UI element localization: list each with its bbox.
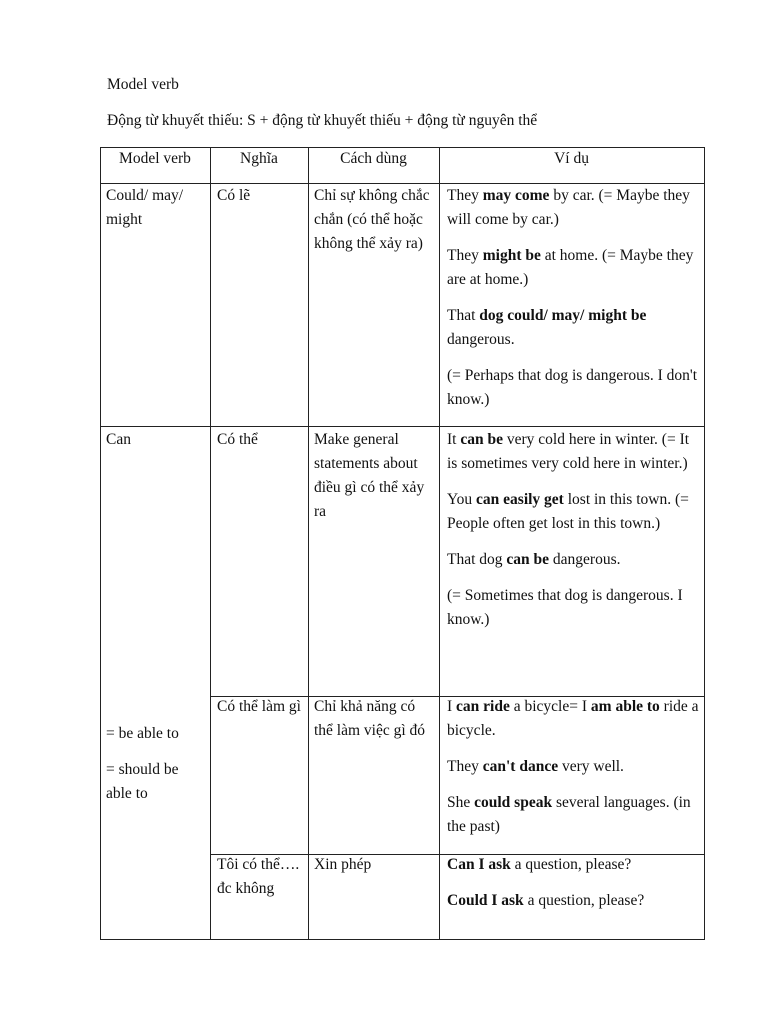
row1-usage bbox=[314, 184, 436, 256]
table-border-right bbox=[704, 147, 705, 940]
header-label: Model verb bbox=[119, 150, 191, 167]
table-border-col2 bbox=[308, 147, 309, 940]
row2-verb bbox=[106, 428, 204, 452]
sub3-meaning-text: Tôi có thể…. đc không bbox=[217, 856, 300, 897]
sub3-examples bbox=[447, 853, 701, 913]
sub2-meaning bbox=[217, 695, 303, 719]
sub3-meaning bbox=[217, 853, 303, 901]
header-vi-du bbox=[439, 147, 704, 171]
example-line: She could speak several languages. (in the past) bbox=[447, 794, 691, 835]
sub1-usage bbox=[314, 428, 436, 524]
sub3-usage-text: Xin phép bbox=[314, 856, 372, 873]
table-border-row1 bbox=[100, 426, 705, 427]
header-cach-dung bbox=[308, 147, 439, 171]
header-nghia bbox=[210, 147, 308, 171]
example-line: (= Perhaps that dog is dangerous. I don't know.) bbox=[447, 367, 698, 408]
row1-usage-text: Chỉ sự không chắc chắn (có thể hoặc không thể xảy ra) bbox=[314, 187, 430, 252]
verb-note: = should be able to bbox=[106, 761, 179, 802]
modal-verb-table bbox=[100, 147, 705, 940]
example-line: That dog could/ may/ might be dangerous. bbox=[447, 307, 647, 348]
row2-verb-text: Can bbox=[106, 431, 131, 448]
sub1-meaning bbox=[217, 428, 303, 452]
sub1-examples bbox=[447, 428, 701, 632]
sub3-usage bbox=[314, 853, 436, 877]
row1-examples bbox=[447, 184, 701, 412]
example-line: I can ride a bicycle= I am able to ride a bicycle. bbox=[447, 698, 699, 739]
table-border-bottom bbox=[100, 939, 705, 940]
row2-verb-notes bbox=[106, 722, 204, 806]
table-border-col3 bbox=[439, 147, 440, 940]
sub2-usage-text: Chỉ khả năng có thể làm việc gì đó bbox=[314, 698, 426, 739]
row1-verb bbox=[106, 184, 204, 232]
header-label: Cách dùng bbox=[340, 150, 407, 167]
sub2-usage bbox=[314, 695, 436, 743]
example-line: (= Sometimes that dog is dangerous. I know.) bbox=[447, 587, 683, 628]
header-label: Ví dụ bbox=[554, 150, 589, 167]
document-subtitle: Động từ khuyết thiếu: S + động từ khuyết thiếu + động từ nguyên thể bbox=[107, 112, 538, 129]
example-line: Can I ask a question, please? bbox=[447, 856, 632, 873]
row1-verb-text: Could/ may/ might bbox=[106, 187, 184, 228]
sub2-meaning-text: Có thể làm gì bbox=[217, 698, 301, 715]
sub2-examples bbox=[447, 695, 701, 839]
row1-meaning bbox=[217, 184, 303, 208]
sub1-meaning-text: Có thể bbox=[217, 431, 258, 448]
example-line: That dog can be dangerous. bbox=[447, 551, 621, 568]
example-line: They might be at home. (= Maybe they are at home.) bbox=[447, 247, 694, 288]
table-border-left bbox=[100, 147, 101, 940]
document-title: Model verb bbox=[107, 76, 179, 93]
sub1-usage-text: Make general statements about điều gì có thể xảy ra bbox=[314, 431, 425, 520]
header-label: Nghĩa bbox=[240, 150, 278, 167]
table-border-col1 bbox=[210, 147, 211, 940]
verb-note: = be able to bbox=[106, 725, 179, 742]
example-line: It can be very cold here in winter. (= It is sometimes very cold here in winter.) bbox=[447, 431, 690, 472]
example-line: They can't dance very well. bbox=[447, 758, 624, 775]
example-line: They may come by car. (= Maybe they will come by car.) bbox=[447, 187, 690, 228]
example-line: You can easily get lost in this town. (= People often get lost in this town.) bbox=[447, 491, 689, 532]
example-line: Could I ask a question, please? bbox=[447, 892, 645, 909]
header-model-verb bbox=[100, 147, 210, 171]
row1-meaning-text: Có lẽ bbox=[217, 187, 251, 204]
